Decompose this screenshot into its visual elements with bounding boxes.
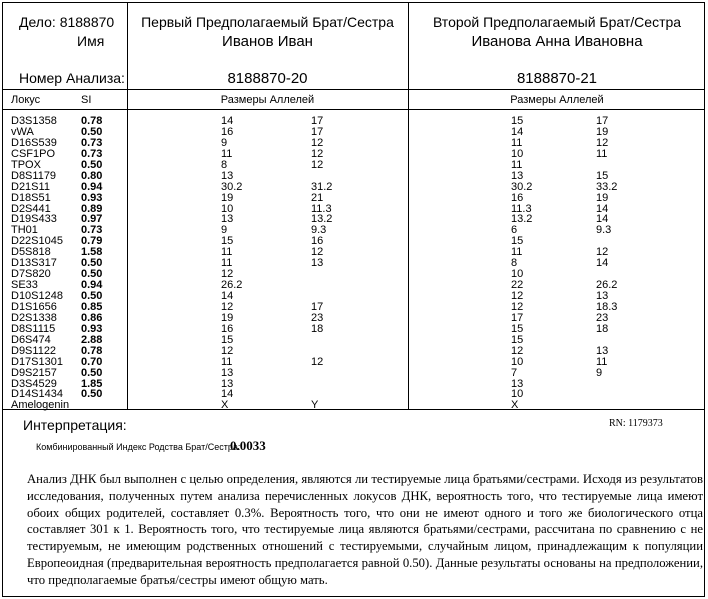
si-cell: 0.50 bbox=[81, 366, 103, 379]
sibling2-title: Второй Предполагаемый Брат/Сестра bbox=[432, 14, 682, 30]
sibling1-allele1-cell: 14 bbox=[221, 388, 234, 401]
si-cell: 0.94 bbox=[81, 180, 103, 193]
locus-cell: D18S51 bbox=[11, 191, 51, 204]
sibling1-allele1-cell: 9 bbox=[221, 136, 228, 149]
sibling1-allele2-cell: 17 bbox=[311, 115, 324, 127]
case-label: Дело: 8188870 bbox=[19, 14, 115, 30]
sibling2-allele1-cell: 15 bbox=[511, 115, 524, 127]
sibling2-allele1-cell: 10 bbox=[511, 388, 524, 401]
sibling2-allele1-cell: 15 bbox=[511, 333, 524, 346]
sibling2-allele2-cell bbox=[596, 389, 617, 400]
locus-cell: D14S1434 bbox=[11, 388, 63, 401]
sibling1-allele2-cell: 12 bbox=[311, 355, 324, 368]
sibling1-allele2-cell: 9.3 bbox=[311, 224, 327, 237]
sibling2-allele2-cell: 11 bbox=[596, 147, 608, 160]
sibling1-allele1-cell: 15 bbox=[221, 235, 234, 248]
sibling1-allele2-cell: 12 bbox=[311, 136, 324, 149]
si-cell: 2.88 bbox=[81, 333, 103, 346]
sibling2-allele1-cell: 6 bbox=[511, 224, 518, 237]
si-cell: 0.73 bbox=[81, 224, 103, 237]
sibling2-allele1-cell: 12 bbox=[511, 290, 524, 302]
sibling1-title: Первый Предполагаемый Брат/Сестра bbox=[141, 14, 394, 30]
sibling1-allele2-cell bbox=[311, 368, 332, 379]
si-cell: 0.86 bbox=[81, 311, 103, 324]
locus-cell: D16S539 bbox=[11, 136, 57, 149]
sibling1-allele1-cell: 14 bbox=[221, 115, 234, 127]
sibling1-allele2-column bbox=[311, 116, 332, 411]
si-cell: 0.50 bbox=[81, 125, 103, 138]
sibling2-allele2-cell: 19 bbox=[596, 125, 609, 138]
locus-cell: D5S818 bbox=[11, 246, 51, 259]
sibling2-allele1-column bbox=[511, 116, 532, 411]
si-cell: 0.93 bbox=[81, 191, 103, 204]
sibling2-allele2-cell: 11 bbox=[596, 355, 608, 368]
locus-cell: SE33 bbox=[11, 279, 38, 292]
sibling1-allele1-cell: 13 bbox=[221, 377, 234, 390]
divider-col-2 bbox=[408, 3, 409, 410]
si-cell: 1.58 bbox=[81, 246, 103, 259]
rn-number: RN: 1179373 bbox=[609, 418, 663, 429]
locus-cell: D19S433 bbox=[11, 213, 57, 226]
sibling1-allele1-cell: 16 bbox=[221, 125, 234, 138]
si-cell: 0.97 bbox=[81, 213, 103, 226]
locus-cell: vWA bbox=[11, 125, 34, 138]
sibling2-allele2-cell: 14 bbox=[596, 257, 609, 270]
si-cell: 0.80 bbox=[81, 169, 103, 182]
kinship-index-label: Комбинированный Индекс Родства Брат/Сестра: bbox=[36, 442, 241, 452]
sibling1-allele1-cell: 12 bbox=[221, 344, 234, 357]
si-cell: 0.50 bbox=[81, 290, 103, 302]
sibling1-allele1-cell: 19 bbox=[221, 311, 234, 324]
divider-col-1 bbox=[127, 3, 128, 410]
locus-cell: D6S474 bbox=[11, 333, 51, 346]
sibling1-allele2-cell bbox=[311, 346, 332, 357]
sibling1-name: Иванов Иван bbox=[222, 33, 313, 50]
sibling1-allele1-cell: 11 bbox=[221, 246, 233, 259]
sibling1-allele2-cell: 17 bbox=[311, 300, 324, 313]
sibling2-allele1-cell: 30.2 bbox=[511, 180, 533, 193]
sibling2-allele1-cell: 10 bbox=[511, 268, 524, 281]
sibling2-allele2-cell: 15 bbox=[596, 169, 609, 182]
locus-cell: TPOX bbox=[11, 158, 41, 171]
interpretation-label: Интерпретация: bbox=[23, 417, 127, 433]
sibling1-allele2-cell: 12 bbox=[311, 246, 324, 259]
sibling2-allele1-cell: 8 bbox=[511, 257, 518, 270]
allele-header-sibling1: Размеры Аллелей bbox=[220, 94, 315, 106]
si-cell: 0.50 bbox=[81, 158, 103, 171]
locus-cell: D1S1656 bbox=[11, 300, 57, 313]
sibling2-allele1-cell: 16 bbox=[511, 191, 524, 204]
sibling1-allele1-cell: X bbox=[221, 399, 229, 412]
sibling1-allele2-cell: 11.3 bbox=[311, 202, 332, 215]
si-cell bbox=[81, 400, 102, 411]
sibling2-allele2-cell: 19 bbox=[596, 191, 609, 204]
si-cell: 0.50 bbox=[81, 268, 103, 281]
sibling2-allele2-cell: 18 bbox=[596, 322, 609, 335]
sibling2-allele1-cell: 11 bbox=[511, 136, 523, 149]
sibling1-allele1-cell: 14 bbox=[221, 290, 234, 302]
sibling2-allele1-cell: 22 bbox=[511, 279, 524, 292]
sibling1-allele1-cell: 11 bbox=[221, 355, 233, 368]
sibling1-allele2-cell: 21 bbox=[311, 191, 324, 204]
sibling1-allele2-cell bbox=[311, 335, 332, 346]
sibling2-allele2-cell: 9.3 bbox=[596, 224, 612, 237]
sibling2-allele2-column bbox=[596, 116, 617, 411]
sibling2-allele2-cell: 17 bbox=[596, 115, 609, 127]
sibling2-allele1-cell: 17 bbox=[511, 311, 524, 324]
sibling2-allele1-cell: 11 bbox=[511, 246, 523, 259]
si-cell: 0.79 bbox=[81, 235, 103, 248]
si-cell: 0.73 bbox=[81, 136, 103, 149]
sibling1-allele1-cell: 10 bbox=[221, 202, 234, 215]
sibling2-allele2-cell: 23 bbox=[596, 311, 609, 324]
si-header: SI bbox=[81, 94, 92, 106]
si-cell: 0.85 bbox=[81, 300, 103, 313]
sibling2-allele2-cell: 12 bbox=[596, 136, 609, 149]
sibling2-allele1-cell: 15 bbox=[511, 322, 524, 335]
sibling1-allele2-cell: 12 bbox=[311, 158, 324, 171]
sibling1-allele1-cell: 19 bbox=[221, 191, 234, 204]
sibling2-allele1-cell: 13.2 bbox=[511, 213, 533, 226]
si-column bbox=[81, 116, 102, 411]
sibling1-allele2-cell bbox=[311, 379, 332, 390]
sibling2-allele2-cell bbox=[596, 379, 617, 390]
sibling1-allele1-column bbox=[221, 116, 242, 411]
sibling1-allele1-cell: 13 bbox=[221, 213, 234, 226]
sibling2-allele1-cell: 12 bbox=[511, 300, 524, 313]
locus-cell: D2S441 bbox=[11, 202, 51, 215]
sibling1-allele2-cell: 31.2 bbox=[311, 180, 333, 193]
locus-cell: D13S317 bbox=[11, 257, 57, 270]
sibling1-allele2-cell bbox=[311, 280, 332, 291]
si-cell: 0.50 bbox=[81, 388, 103, 401]
locus-cell: D2S1338 bbox=[11, 311, 57, 324]
sibling1-allele2-cell: 18 bbox=[311, 322, 324, 335]
sibling2-allele2-cell: 18.3 bbox=[596, 300, 618, 313]
sibling2-allele2-cell: 12 bbox=[596, 246, 609, 259]
sibling1-allele2-cell: 16 bbox=[311, 235, 324, 248]
sibling1-allele1-cell: 12 bbox=[221, 300, 234, 313]
sibling2-allele1-cell: X bbox=[511, 399, 519, 412]
sibling1-allele1-cell: 30.2 bbox=[221, 180, 243, 193]
si-cell: 0.73 bbox=[81, 147, 103, 160]
locus-cell: D17S1301 bbox=[11, 355, 63, 368]
locus-cell: D9S2157 bbox=[11, 366, 57, 379]
si-cell: 0.89 bbox=[81, 202, 103, 215]
locus-cell: D8S1115 bbox=[11, 322, 56, 335]
sibling1-allele2-cell: 23 bbox=[311, 311, 324, 324]
sibling2-allele2-cell: 13 bbox=[596, 290, 609, 302]
si-cell: 0.50 bbox=[81, 257, 103, 270]
si-cell: 0.70 bbox=[81, 355, 103, 368]
sibling2-allele1-cell: 10 bbox=[511, 355, 524, 368]
locus-cell: D22S1045 bbox=[11, 235, 63, 248]
sibling1-allele2-cell: 12 bbox=[311, 147, 324, 160]
sibling1-allele1-cell: 9 bbox=[221, 224, 228, 237]
analysis-label: Номер Анализа: bbox=[19, 70, 125, 86]
allele-header-sibling2: Размеры Аллелей bbox=[510, 94, 604, 106]
sibling2-allele2-cell: 14 bbox=[596, 202, 609, 215]
sibling2-name: Иванова Анна Ивановна bbox=[471, 33, 643, 50]
sibling2-allele1-cell: 13 bbox=[511, 169, 524, 182]
sibling2-allele1-cell: 7 bbox=[511, 366, 518, 379]
sibling1-allele1-cell: 12 bbox=[221, 268, 234, 281]
sibling1-allele1-cell: 16 bbox=[221, 322, 234, 335]
sibling2-allele1-cell: 11.3 bbox=[511, 202, 532, 215]
sibling1-allele2-cell bbox=[311, 171, 332, 182]
sibling1-allele2-cell: 13.2 bbox=[311, 213, 333, 226]
divider-columns bbox=[3, 109, 704, 110]
sibling2-allele2-cell: 14 bbox=[596, 213, 609, 226]
sibling1-allele1-cell: 13 bbox=[221, 366, 234, 379]
sibling1-allele1-cell: 8 bbox=[221, 158, 228, 171]
sibling2-allele2-cell: 33.2 bbox=[596, 180, 618, 193]
locus-header: Локус bbox=[11, 94, 41, 106]
sibling1-allele2-cell: 13 bbox=[311, 257, 324, 270]
sibling2-allele1-cell: 13 bbox=[511, 377, 524, 390]
locus-cell: CSF1PO bbox=[11, 147, 56, 160]
sibling1-allele1-cell: 15 bbox=[221, 333, 234, 346]
sibling1-allele2-cell: Y bbox=[311, 399, 319, 412]
locus-cell: D10S1248 bbox=[11, 290, 63, 302]
sibling2-allele2-cell bbox=[596, 400, 617, 411]
sibling2-allele2-cell: 13 bbox=[596, 344, 609, 357]
locus-cell: TH01 bbox=[11, 224, 38, 237]
interpretation-text: Анализ ДНК был выполнен с целью определения, являются ли тестируемые лица братьями/сестрами. Исходя из результатов исследования, полученных путем анализа перечисленных локусов ДНК, вероятность того, что тестируемые лица имеют обоих общих родителей, составляет 0.3%. Вероятность того, что они не имеют одного и того же биологического отца составляет 301 к 1. Вероятность того, что тестируемые лица являются братьями/сестрами, рассчитана по сравнению с не тестируемым, не имеющим родственных отношений с тестируемыми, случайным лицом, принадлежащим к популяции Европеоидная (предварительная вероятность предполагается равной 0.50). Данные результаты основаны на предположении, что предполагаемые братья/сестры имеют общую мать. bbox=[27, 472, 703, 587]
name-label: Имя bbox=[77, 33, 105, 49]
si-cell: 1.85 bbox=[81, 377, 103, 390]
sibling2-allele1-cell: 12 bbox=[511, 344, 524, 357]
si-cell: 0.78 bbox=[81, 344, 103, 357]
locus-cell: D7S820 bbox=[11, 268, 51, 281]
sibling1-allele2-cell: 17 bbox=[311, 125, 324, 138]
sibling1-analysis-number: 8188870-20 bbox=[227, 70, 308, 87]
sibling2-allele2-cell: 9 bbox=[596, 366, 603, 379]
locus-cell: D21S11 bbox=[11, 180, 50, 193]
locus-column bbox=[11, 116, 69, 411]
sibling2-analysis-number: 8188870-21 bbox=[516, 70, 598, 87]
sibling2-allele1-cell: 11 bbox=[511, 158, 523, 171]
sibling1-allele1-cell: 11 bbox=[221, 257, 233, 270]
sibling2-allele1-cell: 10 bbox=[511, 147, 524, 160]
locus-cell: D3S1358 bbox=[11, 115, 57, 127]
kinship-index-value: 0.0033 bbox=[230, 438, 266, 453]
locus-cell: Amelogenin bbox=[11, 399, 70, 412]
si-cell: 0.94 bbox=[81, 279, 103, 292]
sibling2-allele2-cell: 26.2 bbox=[596, 279, 618, 292]
si-cell: 0.93 bbox=[81, 322, 103, 335]
locus-cell: D9S1122 bbox=[11, 344, 57, 357]
sibling1-allele1-cell: 26.2 bbox=[221, 279, 243, 292]
sibling2-allele1-cell: 14 bbox=[511, 125, 524, 138]
sibling1-allele2-cell bbox=[311, 269, 332, 280]
si-cell: 0.78 bbox=[81, 115, 103, 127]
sibling1-allele1-cell: 11 bbox=[221, 147, 233, 160]
locus-cell: D3S4529 bbox=[11, 377, 57, 390]
dna-report bbox=[2, 2, 705, 597]
locus-cell: D8S1179 bbox=[11, 169, 57, 182]
divider-header bbox=[3, 89, 704, 90]
sibling1-allele1-cell: 13 bbox=[221, 169, 234, 182]
sibling2-allele1-cell: 15 bbox=[511, 235, 524, 248]
